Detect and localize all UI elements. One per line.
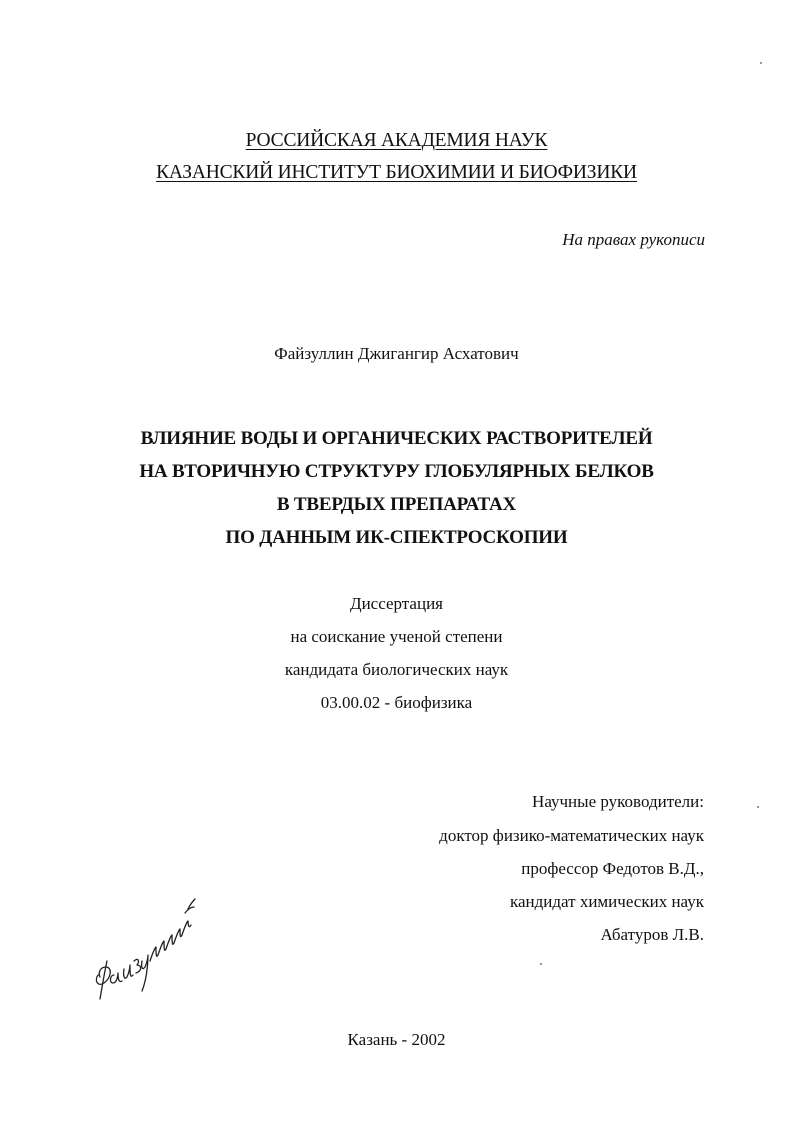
title-line-4: ПО ДАННЫМ ИК-СПЕКТРОСКОПИИ xyxy=(225,527,568,548)
scan-speck xyxy=(760,62,762,64)
title-line-1: ВЛИЯНИЕ ВОДЫ И ОРГАНИЧЕСКИХ РАСТВОРИТЕЛЕЙ xyxy=(140,428,653,449)
manuscript-note: На правах рукописи xyxy=(562,230,705,249)
dissertation-line-4: 03.00.02 - биофизика xyxy=(320,693,473,712)
author-name: Файзуллин Джигангир Асхатович xyxy=(274,344,519,363)
city-year: Казань - 2002 xyxy=(347,1030,446,1049)
dissertation-line-3: кандидата биологических наук xyxy=(284,660,509,679)
title-line-3: В ТВЕРДЫХ ПРЕПАРАТАХ xyxy=(276,494,517,515)
academy-name: РОССИЙСКАЯ АКАДЕМИЯ НАУК xyxy=(245,130,548,151)
scan-speck xyxy=(540,963,542,965)
title-line-2: НА ВТОРИЧНУЮ СТРУКТУРУ ГЛОБУЛЯРНЫХ БЕЛКОВ xyxy=(139,461,654,482)
supervisors-heading: Научные руководители: xyxy=(532,792,704,811)
dissertation-line-2: на соискание ученой степени xyxy=(290,627,503,646)
handwritten-signature xyxy=(90,895,200,1005)
institute-name: КАЗАНСКИЙ ИНСТИТУТ БИОХИМИИ И БИОФИЗИКИ xyxy=(156,162,637,183)
scan-speck xyxy=(757,806,759,808)
supervisor-line-1: доктор физико-математических наук xyxy=(439,826,704,845)
supervisor-line-2: профессор Федотов В.Д., xyxy=(521,859,704,878)
dissertation-line-1: Диссертация xyxy=(349,594,443,613)
supervisor-line-4: Абатуров Л.В. xyxy=(600,925,704,944)
supervisor-line-3: кандидат химических наук xyxy=(510,892,704,911)
